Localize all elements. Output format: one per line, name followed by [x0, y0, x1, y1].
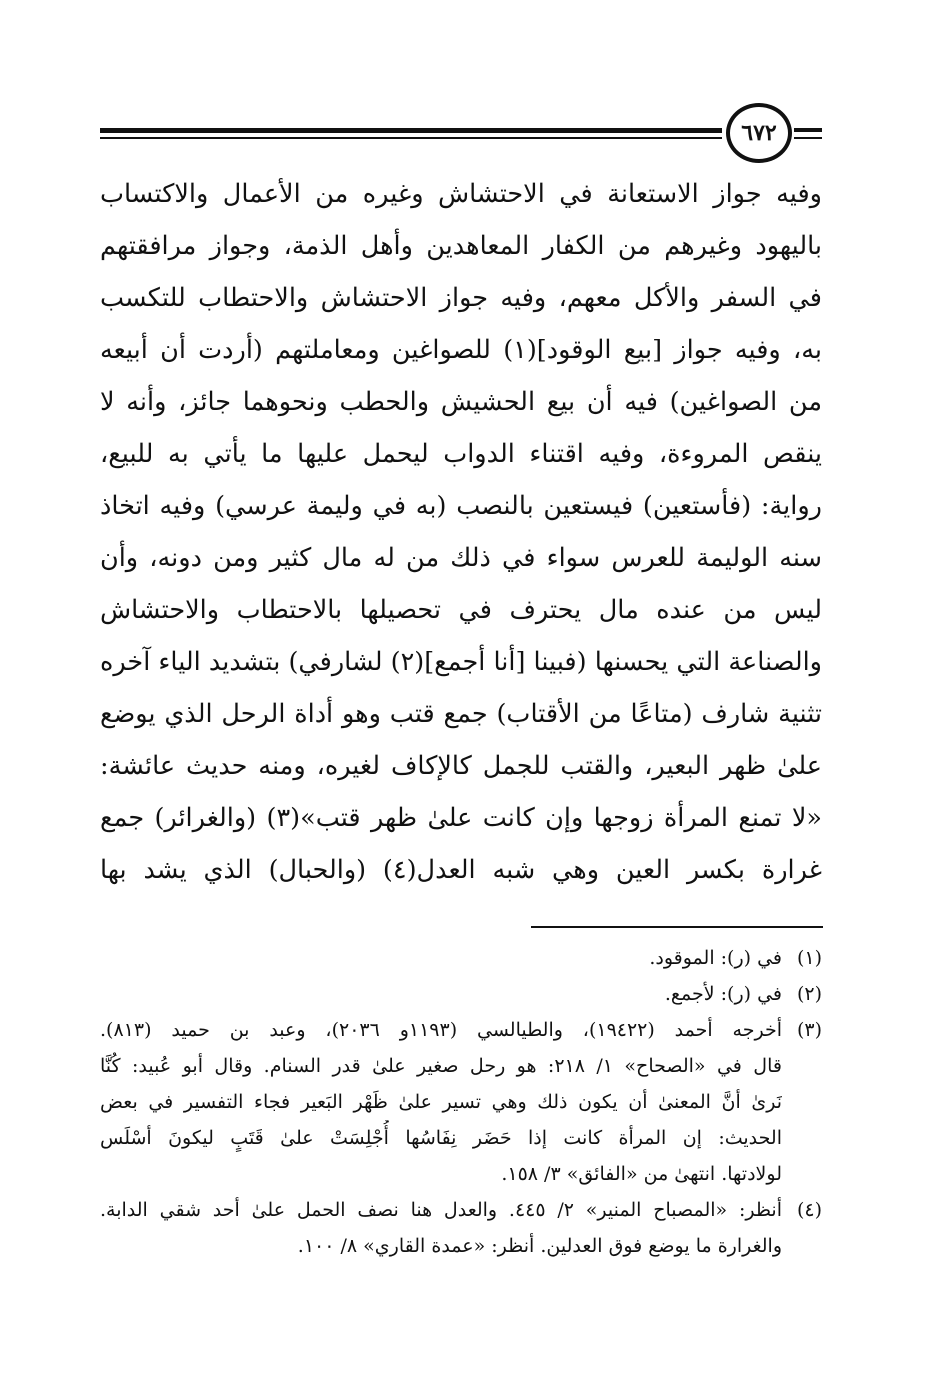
text-line: وفيه جواز الاستعانة في الاحتشاش وغيره من الأعمال والاكتساب: [100, 179, 822, 209]
text-line: سنه الوليمة للعرس سواء في ذلك من له مال كثير ومن دونه، وأن: [100, 543, 822, 573]
footnote-line: أنظر: «المصباح المنير» ٢/ ٤٤٥. والعدل هنا نصف الحمل علىٰ أحد شقي الدابة.: [100, 1199, 782, 1221]
footnote-number: (٢): [796, 983, 822, 1005]
main-text: [100, 168, 822, 896]
text-line: به، وفيه جواز [بيع الوقود](١) للصواغين ومعاملتهم (أردت أن أبيعه: [100, 335, 822, 365]
text-line: ليس من عنده مال يحترف في تحصيلها بالاحتطاب والاحتشاش: [100, 595, 822, 625]
footnote-3: [100, 1012, 822, 1192]
text-line: باليهود وغيرهم من الكفار المعاهدين وأهل الذمة، وجواز مرافقتهم: [100, 231, 822, 261]
footnote-4: [100, 1192, 822, 1264]
header-rule-right: [794, 128, 822, 132]
text-line: والصناعة التي يحسنها (فبينا [أنا أجمع](٢) لشارفي) بتشديد الياء آخره: [100, 647, 822, 677]
footnote-line: أخرجه أحمد (١٩٤٢٢)، والطيالسي (١١٩٣و ٢٠٣٦)، وعبد بن حميد (٨١٣).: [100, 1019, 782, 1041]
footnote-line: في (ر): الموقود.: [649, 947, 782, 969]
footnote-number: (١): [796, 947, 822, 969]
footnote-line: الحديث: إن المرأة كانت إذا حَضَر نِفَاسُها أُجْلِسَتْ علىٰ قَتَبٍ ليكونَ أسْلَس: [100, 1127, 782, 1149]
footnote-line: لولادتها. انتهىٰ من «الفائق» ٣/ ١٥٨.: [501, 1163, 782, 1185]
footnote-line: نَرىٰ أنَّ المعنىٰ أن يكون ذلك وهي تسير علىٰ ظَهْر البَعير فجاء التفسير في بعض: [100, 1091, 782, 1113]
text-line: «لا تمنع المرأة زوجها وإن كانت علىٰ ظهر قتب»(٣) (والغرائر) جمع: [100, 803, 822, 833]
text-line: ينقص المروءة، وفيه اقتناء الدواب ليحمل عليها ما يأتي به للبيع،: [100, 439, 822, 469]
footnote-1: [100, 940, 822, 976]
text-line: من الصواغين) فيه أن بيع الحشيش والحطب ونحوهما جائز، وأنه لا: [100, 387, 822, 417]
header-rule-thin: [100, 137, 722, 139]
footnote-number: (٤): [796, 1199, 822, 1221]
footnote-2: [100, 976, 822, 1012]
footnote-line: قال في «الصحاح» ١/ ٢١٨: هو رحل صغير علىٰ قدر السنام. وقال أبو عُبيد: كُنَّا: [100, 1055, 782, 1077]
footnote-separator: [531, 926, 823, 928]
text-line: في السفر والأكل معهم، وفيه جواز الاحتشاش والاحتطاب للتكسب: [100, 283, 822, 313]
footnote-line: والغرارة ما يوضع فوق العدلين. أنظر: «عمدة القاري» ٨/ ١٠٠.: [297, 1235, 782, 1257]
text-line: تثنية شارف (متاعًا من الأقتاب) جمع قتب وهو أداة الرحل الذي يوضع: [100, 699, 822, 729]
footnote-line: في (ر): لأجمع.: [664, 983, 782, 1005]
page-header: [100, 100, 822, 160]
footnote-number: (٣): [796, 1019, 822, 1041]
text-line: علىٰ ظهر البعير، والقتب للجمل كالإكاف لغيره، ومنه حديث عائشة:: [100, 751, 822, 781]
text-line: غرارة بكسر العين وهي شبه العدل(٤) (والحبال) الذي يشد بها: [100, 855, 822, 885]
header-rule-right-thin: [794, 137, 822, 139]
page-number: ٦٧٢: [726, 103, 792, 163]
footnotes: [100, 940, 822, 1264]
text-line: رواية: (فأستعين) فيستعين بالنصب (به في وليمة عرسي) وفيه اتخاذ: [100, 491, 822, 521]
header-rule-thick: [100, 128, 722, 133]
